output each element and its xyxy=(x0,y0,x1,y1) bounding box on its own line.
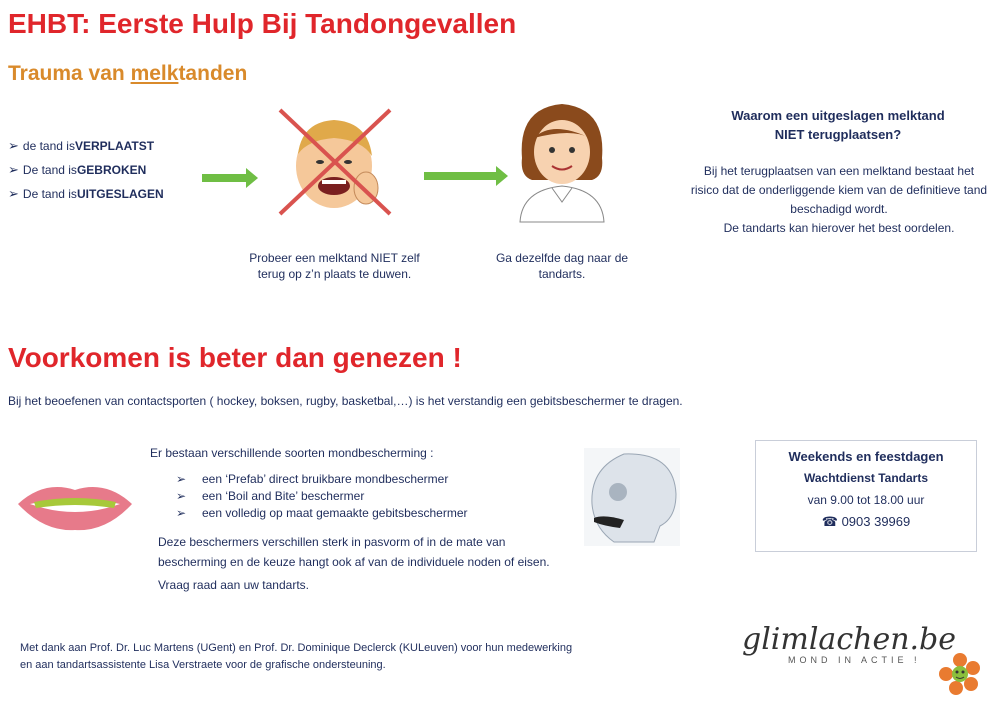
page-title: EHBT: Eerste Hulp Bij Tandongevallen xyxy=(8,8,517,39)
section-subtitle xyxy=(8,62,247,86)
caption-dentist: Ga dezelfde dag naar de tandarts. xyxy=(495,251,629,281)
arrow-bullet-icon: ➢ xyxy=(176,506,187,520)
subtitle-underlined: melk xyxy=(130,62,179,85)
arrow-bullet-icon: ➢ xyxy=(8,138,19,153)
bullet-prefix: De tand is xyxy=(22,163,77,177)
green-arrow-icon xyxy=(424,172,496,180)
bullet-item xyxy=(8,186,198,202)
bullet-strong: VERPLAATST xyxy=(74,139,155,153)
list-item xyxy=(176,472,468,486)
arrow-bullet-icon: ➢ xyxy=(176,489,187,503)
logo-tagline: MOND IN ACTIE ! xyxy=(788,655,921,665)
bullet-prefix: de tand is xyxy=(22,139,75,153)
why-text-secondary: De tandarts kan hierover het best oordelen. xyxy=(723,221,955,235)
bullet-item xyxy=(8,138,198,154)
credits: Met dank aan Prof. Dr. Luc Martens (UGent) en Prof. Dr. Dominique Declerck (KULeuven) voor hun medewerking en aan tandartsassistente Lisa Verstraete voor de grafische ondersteuning. xyxy=(20,642,573,671)
bullet-strong: GEBROKEN xyxy=(76,163,147,177)
list-item xyxy=(176,489,468,503)
bullet-item xyxy=(8,162,198,178)
dentist-icon xyxy=(512,98,612,223)
protector-note: Deze beschermers verschillen sterk in pasvorm of in de mate van bescherming en de keuze hangt ook af van de individuele noden of eisen. xyxy=(158,535,550,569)
emergency-phone[interactable]: 0903 39969 xyxy=(841,514,911,529)
types-list xyxy=(176,472,468,523)
emergency-title: Weekends en feestdagen xyxy=(788,449,944,464)
flower-icon xyxy=(938,652,982,696)
bullet-prefix: De tand is xyxy=(22,187,77,201)
skull-xray-icon xyxy=(584,448,680,546)
logo-text: glimlachen.be xyxy=(742,622,957,657)
why-text-main: Bij het terugplaatsen van een melktand bestaat het risico dat de onderliggende kiem van de definitieve tand beschadigd wordt. xyxy=(690,164,988,216)
type-label: een ‘Prefab’ direct bruikbare mondbeschermer xyxy=(202,472,449,486)
emergency-phone-row xyxy=(756,514,976,530)
mouthguard-icon xyxy=(14,476,136,534)
bullet-strong: UITGESLAGEN xyxy=(76,187,164,201)
type-label: een ‘Boil and Bite’ beschermer xyxy=(202,489,365,503)
arrow-bullet-icon: ➢ xyxy=(8,186,19,201)
emergency-hours: van 9.00 tot 18.00 uur xyxy=(807,493,925,507)
types-intro: Er bestaan verschillende soorten mondbescherming : xyxy=(150,446,434,460)
emergency-box xyxy=(755,440,977,552)
prevention-intro: Bij het beoefenen van contactsporten ( hockey, boksen, rugby, basketbal,…) is het verstandig een gebitsbeschermer te dragen. xyxy=(8,394,683,408)
green-arrow-icon xyxy=(202,174,246,182)
logo[interactable] xyxy=(742,622,990,702)
why-title: Waarom een uitgeslagen melktand NIET terugplaatsen? xyxy=(731,108,945,142)
subtitle-post: tanden xyxy=(178,62,248,85)
advice: Vraag raad aan uw tandarts. xyxy=(158,578,309,592)
subtitle-pre: Trauma van xyxy=(8,62,131,85)
prevention-title: Voorkomen is beter dan genezen ! xyxy=(8,342,462,373)
why-text xyxy=(690,162,988,238)
list-item xyxy=(176,506,468,520)
emergency-subtitle: Wachtdienst Tandarts xyxy=(803,471,928,485)
type-label: een volledig op maat gemaakte gebitsbeschermer xyxy=(202,506,468,520)
caption-child: Probeer een melktand NIET zelf terug op z’n plaats te duwen. xyxy=(249,251,420,281)
crying-child-crossed-icon xyxy=(272,104,397,219)
trauma-bullets xyxy=(8,138,198,210)
arrow-bullet-icon: ➢ xyxy=(8,162,19,177)
arrow-bullet-icon: ➢ xyxy=(176,472,187,486)
telephone-icon: ☎ xyxy=(821,514,838,529)
